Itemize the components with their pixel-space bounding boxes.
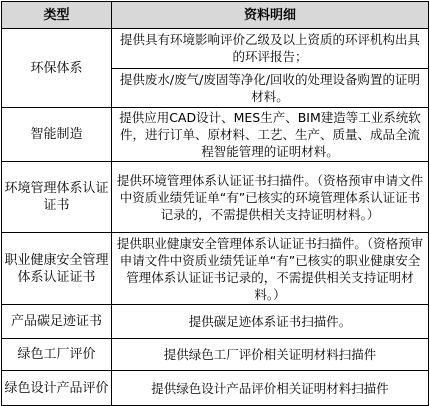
table-row — [2, 233, 429, 305]
row-details — [112, 371, 429, 406]
row-details — [112, 29, 429, 108]
row-details — [112, 305, 429, 339]
detail-line: 提供职业健康安全管理体系认证证书扫描件。（资格预审申请文件中资质业绩凭证单“有”已核实的职业健康安全管理体系认证证书记录的，不需提供相关支持证明材料。） — [116, 235, 424, 302]
detail-line: 提供碳足迹体系证书扫描件。 — [188, 314, 352, 329]
header-type: 类型 — [2, 2, 112, 29]
table-row — [2, 29, 429, 108]
row-type: 职业健康安全管理体系认证证书 — [2, 233, 112, 305]
row-type: 环保体系 — [2, 29, 112, 108]
detail-line: 提供具有环境影响评价乙级及以上资质的环评机构出具的环评报告； — [119, 32, 420, 64]
row-type: 绿色设计产品评价 — [2, 371, 112, 406]
table-header-row — [2, 2, 429, 29]
table-row — [2, 371, 429, 406]
detail-line: 提供应用CAD设计、MES生产、BIM建造等工业系统软件，进行订单、原材料、工艺、生产、质量、成品全流程智能管理的证明材料。 — [119, 110, 421, 159]
document-table-container — [1, 1, 428, 401]
row-details — [112, 233, 429, 305]
table-row — [2, 108, 429, 162]
header-details: 资料明细 — [112, 2, 429, 29]
detail-line: 提供绿色设计产品评价相关证明材料扫描件 — [151, 380, 389, 396]
row-type: 产品碳足迹证书 — [2, 305, 112, 339]
row-details — [112, 339, 429, 371]
row-details — [112, 162, 429, 233]
table-row — [2, 339, 429, 371]
row-type: 环境管理体系认证证书 — [2, 162, 112, 233]
row-type: 绿色工厂评价 — [2, 339, 112, 371]
table-row — [2, 305, 429, 339]
detail-line: 提供绿色工厂评价相关证明材料扫描件 — [163, 347, 377, 362]
detail-line: 提供废水/废气/废固等净化/回收的处理设备购置的证明材料。 — [112, 68, 428, 107]
detail-line: 提供环境管理体系认证证书扫描件。（资格预审申请文件中资质业绩凭证单“有”已核实的环境管理体系认证证书记录的，不需提供相关支持证明材料。） — [116, 172, 424, 222]
table-row — [2, 162, 429, 233]
materials-table — [1, 1, 429, 406]
row-details — [112, 108, 429, 162]
row-type: 智能制造 — [2, 108, 112, 162]
